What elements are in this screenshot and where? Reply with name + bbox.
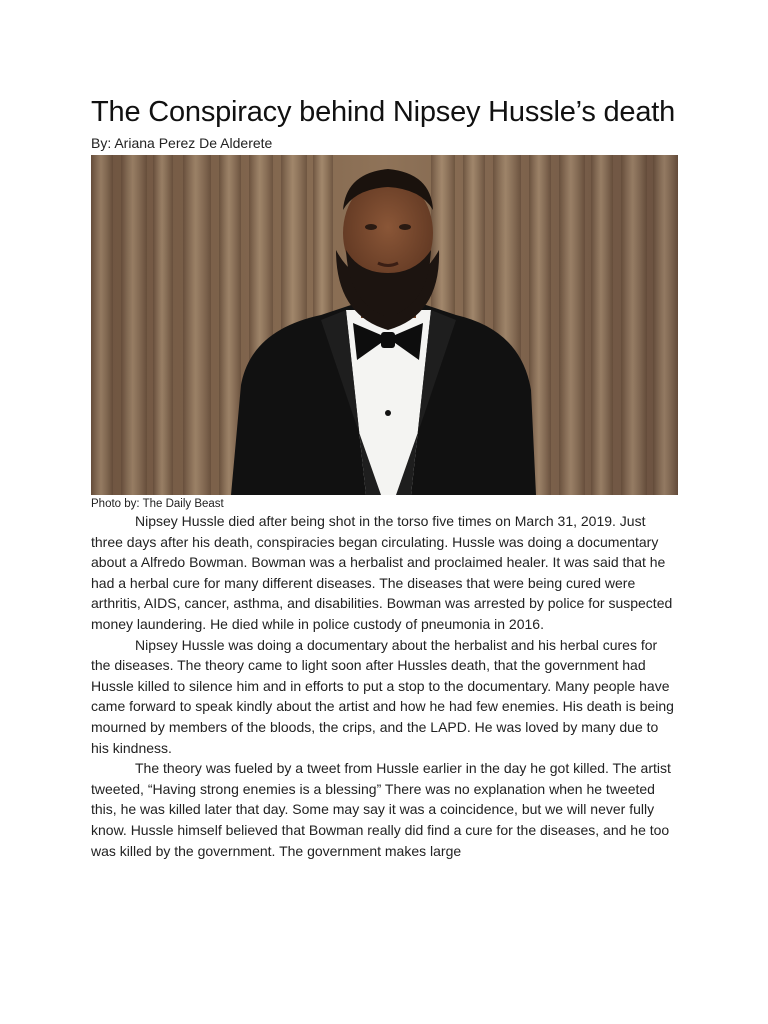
photo-caption: Photo by: The Daily Beast	[91, 498, 224, 510]
article-body	[91, 511, 679, 861]
article-byline: By: Ariana Perez De Alderete	[91, 135, 273, 151]
article-paragraph: Nipsey Hussle was doing a documentary about the herbalist and his herbal cures for the diseases. The theory came to light soon after Hussles death, that the government had Hussle killed to silence him and in efforts to put a stop to the documentary. Many people have came forward to speak kindly about the artist and how he had few enemies. His death is being mourned by members of the bloods, the crips, and the LAPD. He was loved by many due to his kindness.	[91, 636, 674, 756]
document-page	[91, 92, 679, 861]
article-photo	[91, 155, 678, 495]
article-paragraph: The theory was fueled by a tweet from Hussle earlier in the day he got killed. The artist tweeted, “Having strong enemies is a blessing” There was no explanation when he tweeted this, he was killed later that day. Some may say it was a coincidence, but we will never fully know. Hussle himself believed that Bowman really did find a cure for the diseases, and he too was killed by the government. The government makes large	[91, 760, 671, 859]
article-paragraph: Nipsey Hussle died after being shot in the torso five times on March 31, 2019. Just three days after his death, conspiracies began circulating. Hussle was doing a documentary about a Alfredo Bowman. Bowman was a herbalist and proclaimed healer. It was said that he had a herbal cure for many different diseases. The diseases that were being cured were arthritis, AIDS, cancer, asthma, and disabilities. Bowman was arrested by police for suspected money laundering. He died while in police custody of pneumonia in 2016.	[91, 513, 673, 632]
article-title: The Conspiracy behind Nipsey Hussle’s death	[91, 96, 676, 128]
